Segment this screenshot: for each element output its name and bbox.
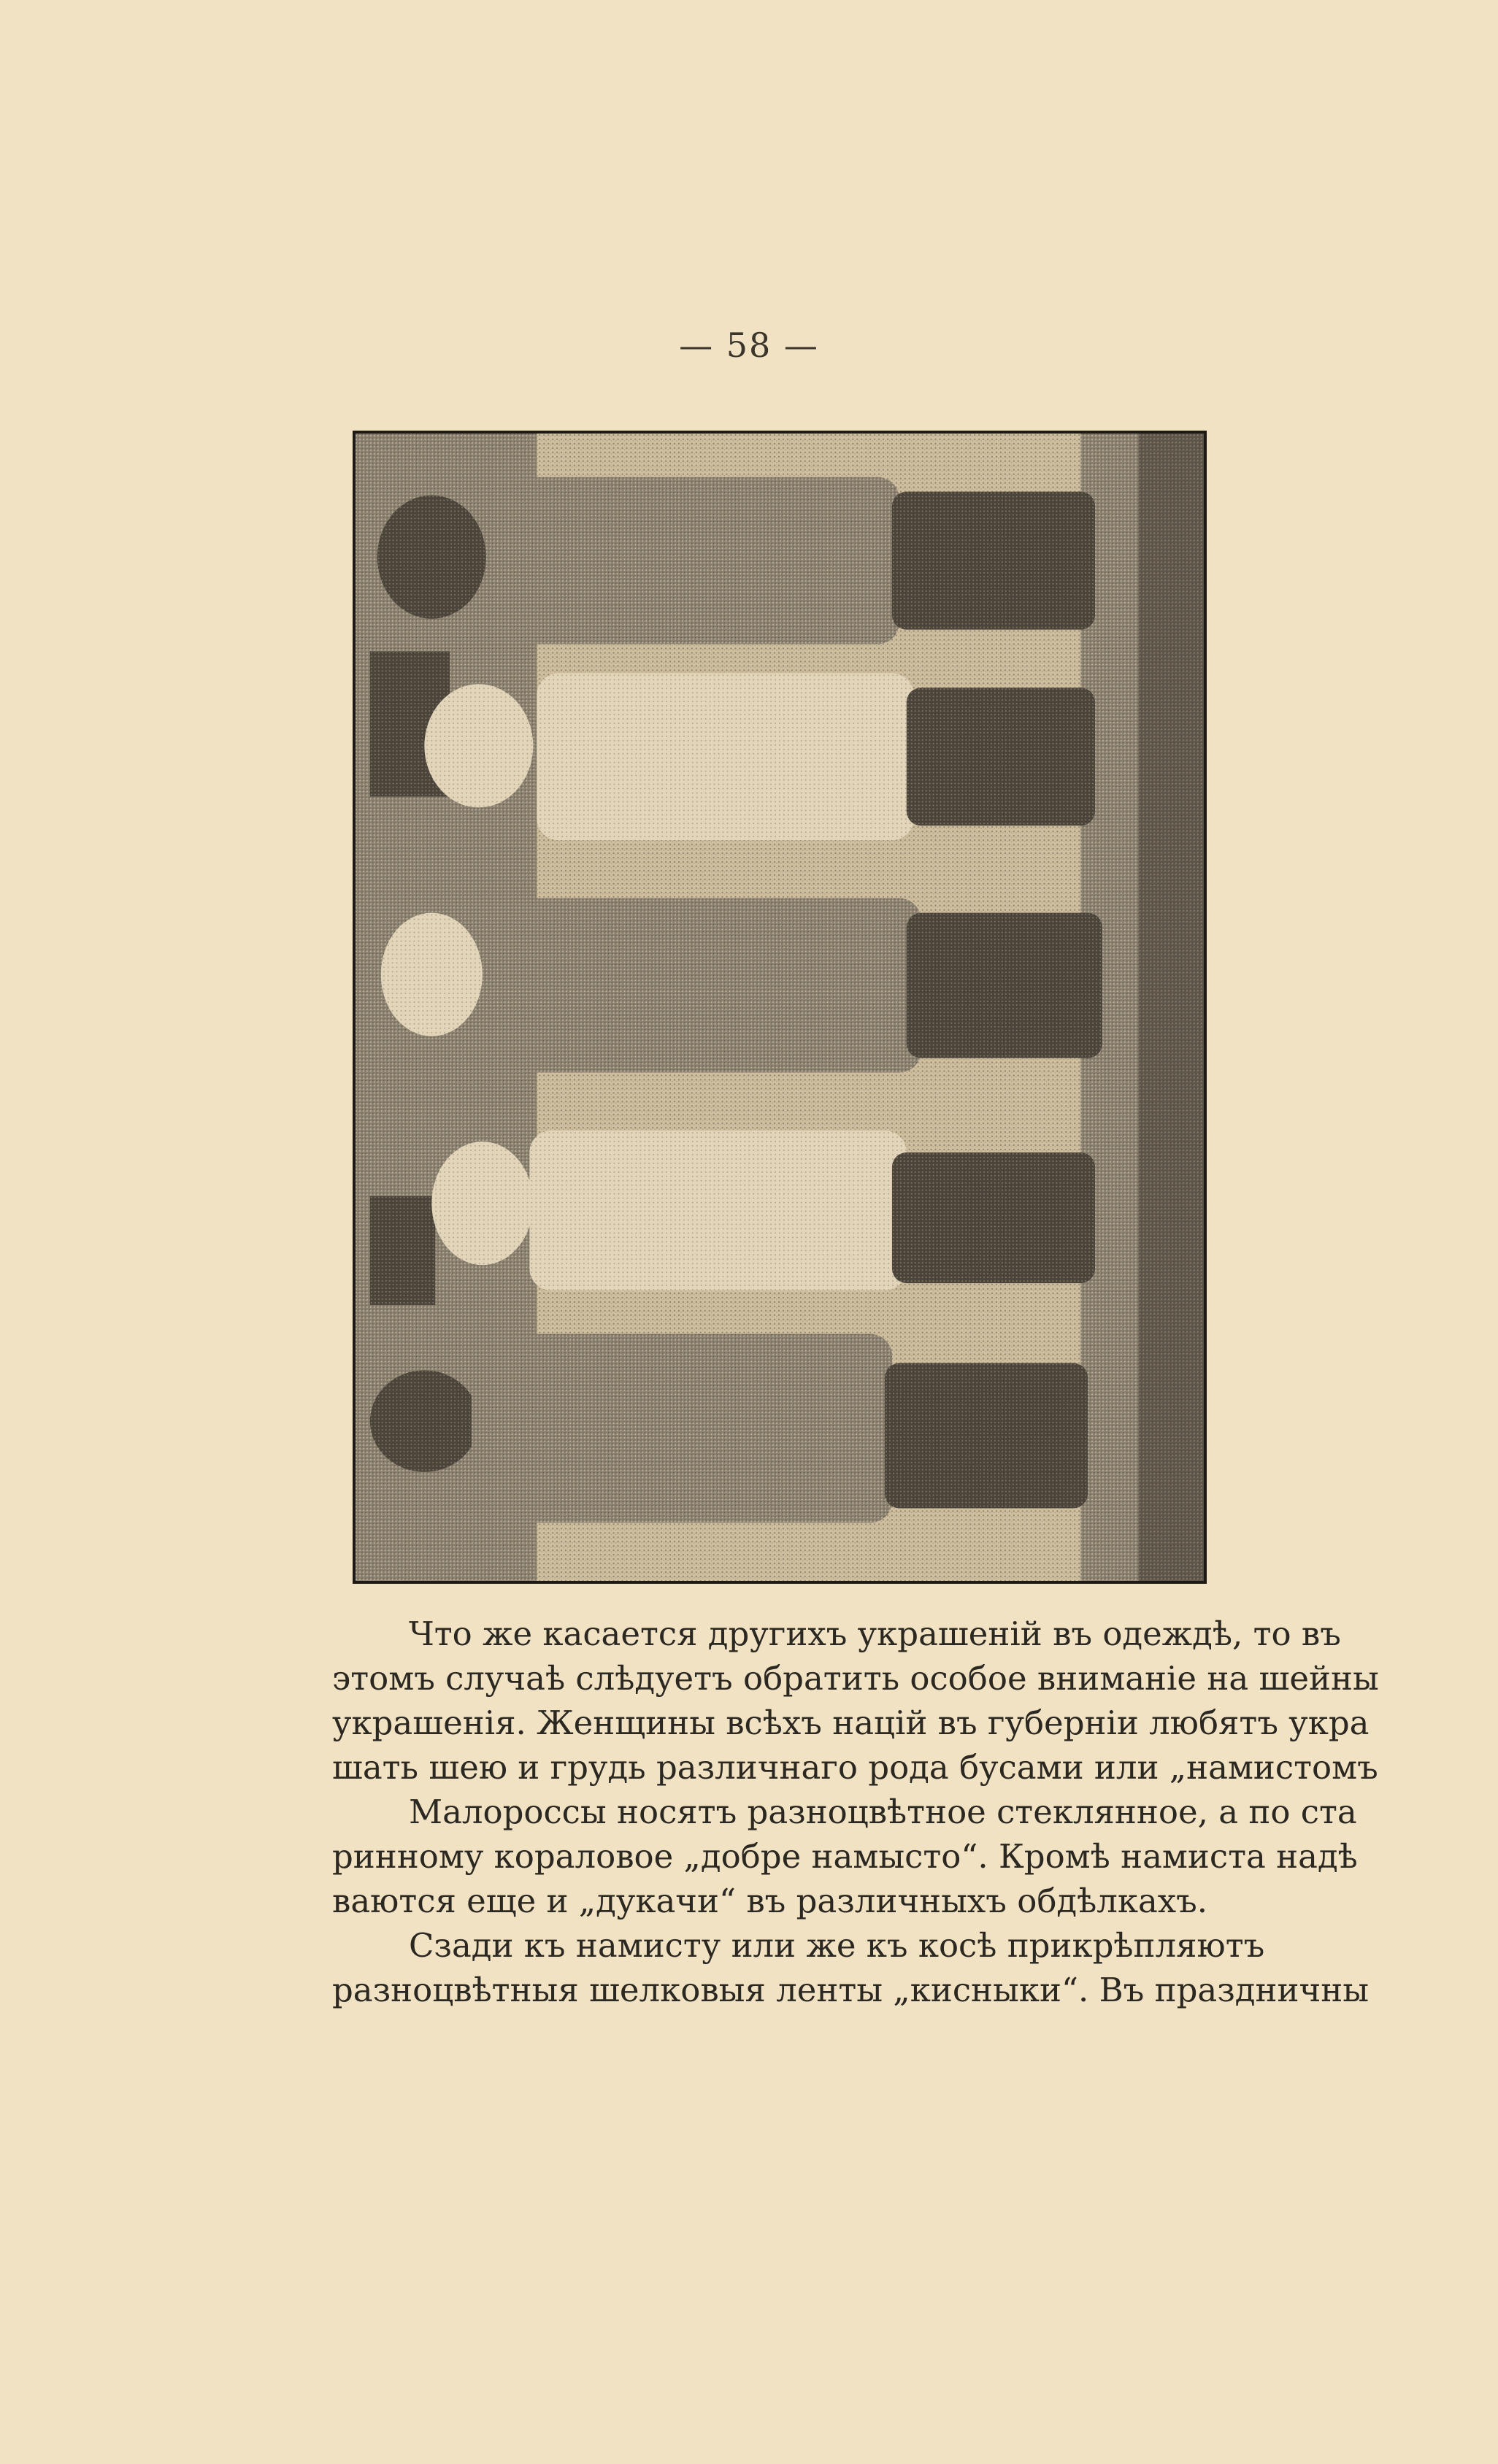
text-line: ваются еще и „дукачи“ въ различныхъ обдѣлкахъ.	[332, 1882, 1208, 1920]
group-photograph	[353, 431, 1207, 1584]
text-line: ринному кораловое „добре намысто“. Кромѣ намиста надѣ	[332, 1837, 1358, 1876]
text-line: украшенія. Женщины всѣхъ націй въ губерніи любятъ укра	[332, 1703, 1370, 1742]
text-line: Малороссы носятъ разноцвѣтное стеклянное, а по ста	[409, 1793, 1357, 1831]
page-number: — 58 —	[679, 326, 819, 365]
text-line: Что же касается другихъ украшеній въ одеждѣ, то въ	[409, 1614, 1341, 1653]
text-line: Сзади къ намисту или же къ косѣ прикрѣпляютъ	[409, 1926, 1265, 1965]
photograph-group-of-people-icon	[356, 434, 1204, 1581]
text-line: шать шею и грудь различнаго рода бусами или „намистомъ	[332, 1748, 1378, 1787]
text-line: разноцвѣтныя шелковыя ленты „кисныки“. Въ праздничны	[332, 1971, 1370, 2009]
text-line: этомъ случаѣ слѣдуетъ обратить особое вниманіе на шейны	[332, 1659, 1379, 1698]
body-text	[332, 1612, 1379, 2012]
